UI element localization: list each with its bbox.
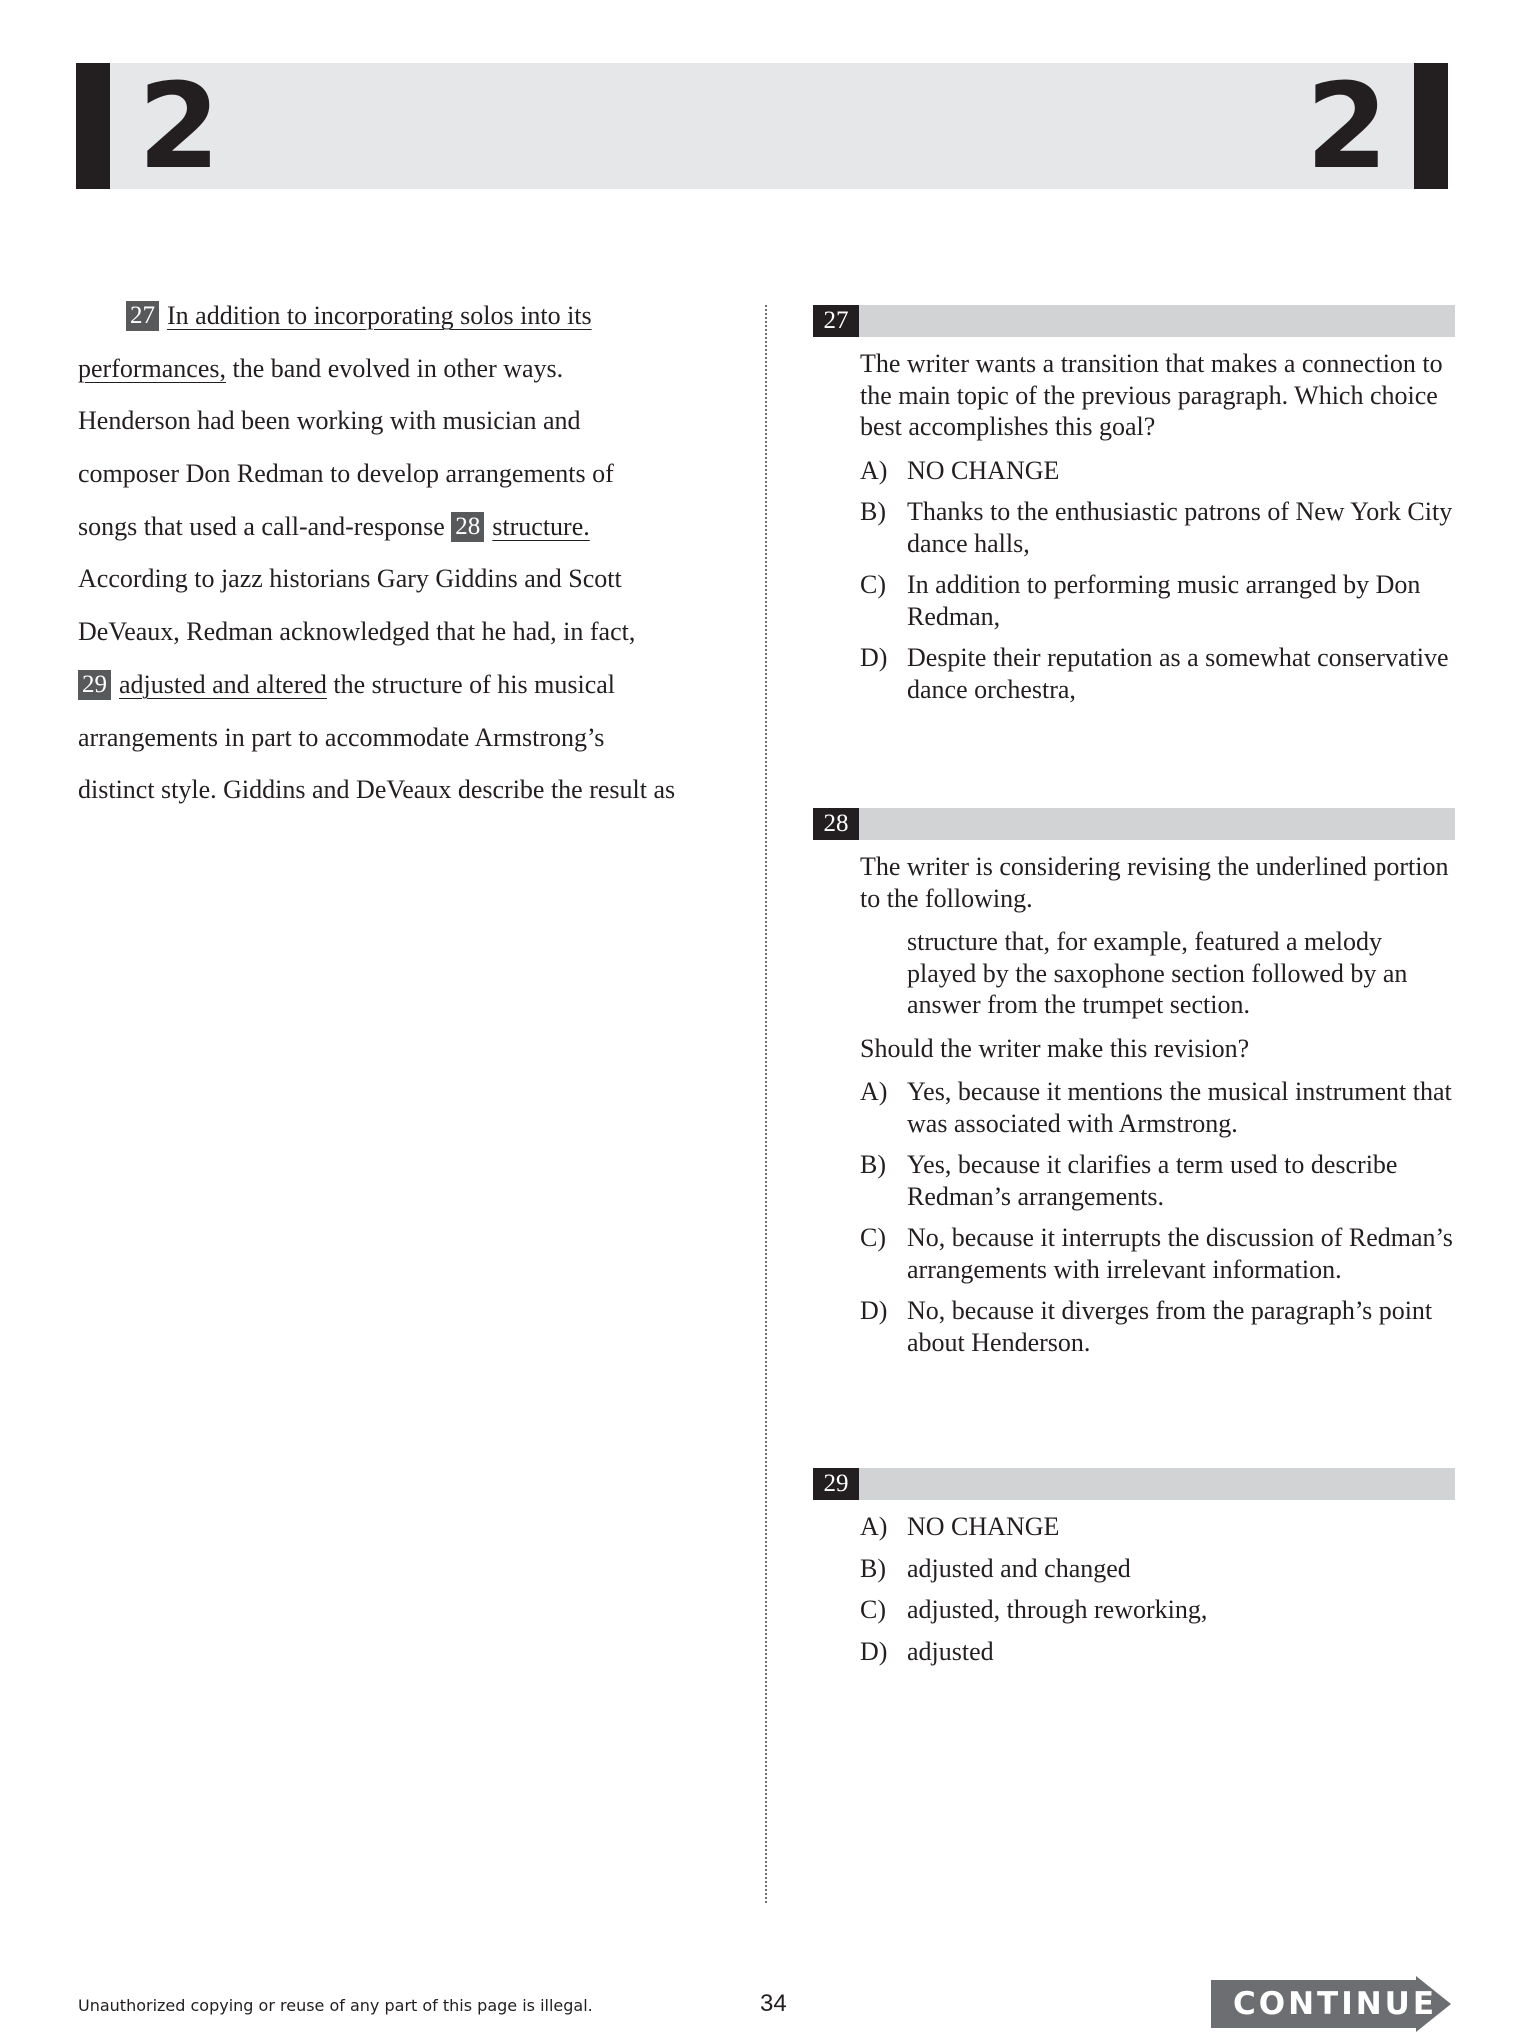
section-number-right: 2 bbox=[1305, 57, 1388, 195]
answer-choice-c[interactable] bbox=[860, 569, 1455, 632]
answer-choice-b[interactable] bbox=[860, 496, 1455, 559]
choice-text: Yes, because it mentions the musical instrument that was associated with Armstrong. bbox=[907, 1077, 1452, 1138]
choice-letter: B) bbox=[860, 1150, 886, 1179]
question-marker-29[interactable]: 29 bbox=[78, 670, 111, 700]
choice-text: In addition to performing music arranged by Don Redman, bbox=[907, 570, 1421, 631]
passage-line bbox=[78, 764, 738, 817]
question-text: The writer is considering revising the underlined portion to the following. bbox=[860, 852, 1449, 913]
passage-text: Henderson had been working with musician and bbox=[78, 406, 581, 436]
continue-button[interactable] bbox=[1211, 1976, 1451, 2032]
question-28 bbox=[813, 808, 1455, 1368]
answer-choice-a[interactable] bbox=[860, 455, 1455, 487]
choice-letter: A) bbox=[860, 1512, 888, 1541]
underlined-portion-27[interactable]: In addition to incorporating solos into its bbox=[167, 301, 592, 330]
choice-text: Thanks to the enthusiastic patrons of New York City dance halls, bbox=[907, 497, 1453, 558]
passage-text: composer Don Redman to develop arrangements of bbox=[78, 459, 614, 489]
underlined-portion-29[interactable]: adjusted and altered bbox=[119, 669, 327, 699]
question-bar bbox=[813, 305, 1455, 337]
answer-choice-c[interactable] bbox=[860, 1222, 1455, 1285]
choice-letter: B) bbox=[860, 497, 886, 526]
answer-choice-a[interactable] bbox=[860, 1076, 1455, 1139]
passage-text: the structure of his musical bbox=[326, 669, 616, 699]
choice-letter: A) bbox=[860, 455, 888, 485]
header-bar-left bbox=[76, 63, 110, 189]
choice-letter: B) bbox=[860, 1553, 886, 1583]
passage-text: arrangements in part to accommodate Armstrong’s bbox=[78, 722, 605, 752]
answer-choice-d[interactable] bbox=[860, 642, 1455, 705]
underlined-portion-28[interactable]: structure. bbox=[492, 511, 590, 541]
answer-choice-c[interactable] bbox=[860, 1594, 1455, 1626]
choice-text: Yes, because it clarifies a term used to describe Redman’s arrangements. bbox=[907, 1150, 1398, 1211]
page-number: 34 bbox=[760, 1990, 787, 2017]
passage-line bbox=[78, 659, 738, 712]
answer-choice-b[interactable] bbox=[860, 1553, 1455, 1585]
answer-choice-d[interactable] bbox=[860, 1636, 1455, 1668]
passage-line bbox=[78, 395, 738, 448]
revision-excerpt: structure that, for example, featured a melody played by the saxophone section followed by an answer from the trumpet section. bbox=[907, 927, 1408, 1019]
answer-choice-d[interactable] bbox=[860, 1295, 1455, 1358]
column-divider bbox=[765, 305, 767, 1903]
choice-text: adjusted bbox=[907, 1636, 994, 1666]
choice-letter: C) bbox=[860, 1223, 886, 1252]
section-number-left: 2 bbox=[138, 57, 221, 195]
passage bbox=[78, 290, 738, 817]
choice-letter: A) bbox=[860, 1077, 888, 1106]
underlined-portion-27-cont[interactable]: performances, bbox=[78, 353, 226, 383]
question-number: 27 bbox=[813, 305, 859, 337]
choice-text: adjusted, through reworking, bbox=[907, 1595, 1208, 1624]
passage-text: distinct style. Giddins and DeVeaux describe the result as bbox=[78, 775, 676, 805]
question-bar bbox=[813, 808, 1455, 840]
question-prompt: Should the writer make this revision? bbox=[860, 1033, 1250, 1063]
passage-text: According to jazz historians Gary Giddins and Scott bbox=[78, 564, 622, 594]
passage-line bbox=[78, 712, 738, 765]
choice-letter: C) bbox=[860, 570, 886, 599]
choice-letter: D) bbox=[860, 1636, 888, 1666]
header-bar-right bbox=[1414, 63, 1448, 189]
question-29 bbox=[813, 1468, 1455, 1677]
question-text: The writer wants a transition that makes a connection to the main topic of the previous paragraph. Which choice best accomplishes this goal? bbox=[860, 349, 1443, 441]
choice-text: NO CHANGE bbox=[907, 1512, 1060, 1541]
question-marker-27[interactable]: 27 bbox=[126, 301, 159, 331]
choice-letter: D) bbox=[860, 643, 888, 672]
choice-text: adjusted and changed bbox=[907, 1553, 1131, 1583]
passage-text: DeVeaux, Redman acknowledged that he had, in fact, bbox=[78, 617, 636, 647]
section-header bbox=[76, 57, 1448, 195]
question-number: 29 bbox=[813, 1468, 859, 1500]
passage-text: the band evolved in other ways. bbox=[225, 353, 564, 383]
answer-choice-a[interactable] bbox=[860, 1511, 1455, 1543]
passage-line bbox=[78, 501, 738, 554]
continue-label: CONTINUE bbox=[1233, 1986, 1438, 2022]
choice-text: NO CHANGE bbox=[907, 455, 1060, 485]
passage-line bbox=[78, 448, 738, 501]
answer-choice-b[interactable] bbox=[860, 1149, 1455, 1212]
choice-text: Despite their reputation as a somewhat conservative dance orchestra, bbox=[907, 643, 1449, 704]
question-number: 28 bbox=[813, 808, 859, 840]
copyright-notice: Unauthorized copying or reuse of any part of this page is illegal. bbox=[78, 1996, 593, 2015]
choice-text: No, because it diverges from the paragraph’s point about Henderson. bbox=[907, 1296, 1433, 1357]
question-marker-28[interactable]: 28 bbox=[451, 512, 484, 542]
passage-text: songs that used a call-and-response bbox=[78, 511, 452, 541]
choice-letter: C) bbox=[860, 1595, 886, 1624]
choice-text: No, because it interrupts the discussion of Redman’s arrangements with irrelevant information. bbox=[907, 1223, 1453, 1284]
choice-letter: D) bbox=[860, 1296, 888, 1325]
question-bar bbox=[813, 1468, 1455, 1500]
passage-line bbox=[78, 290, 738, 343]
passage-line bbox=[78, 343, 738, 396]
passage-line bbox=[78, 553, 738, 606]
question-27 bbox=[813, 305, 1455, 715]
passage-line bbox=[78, 606, 738, 659]
